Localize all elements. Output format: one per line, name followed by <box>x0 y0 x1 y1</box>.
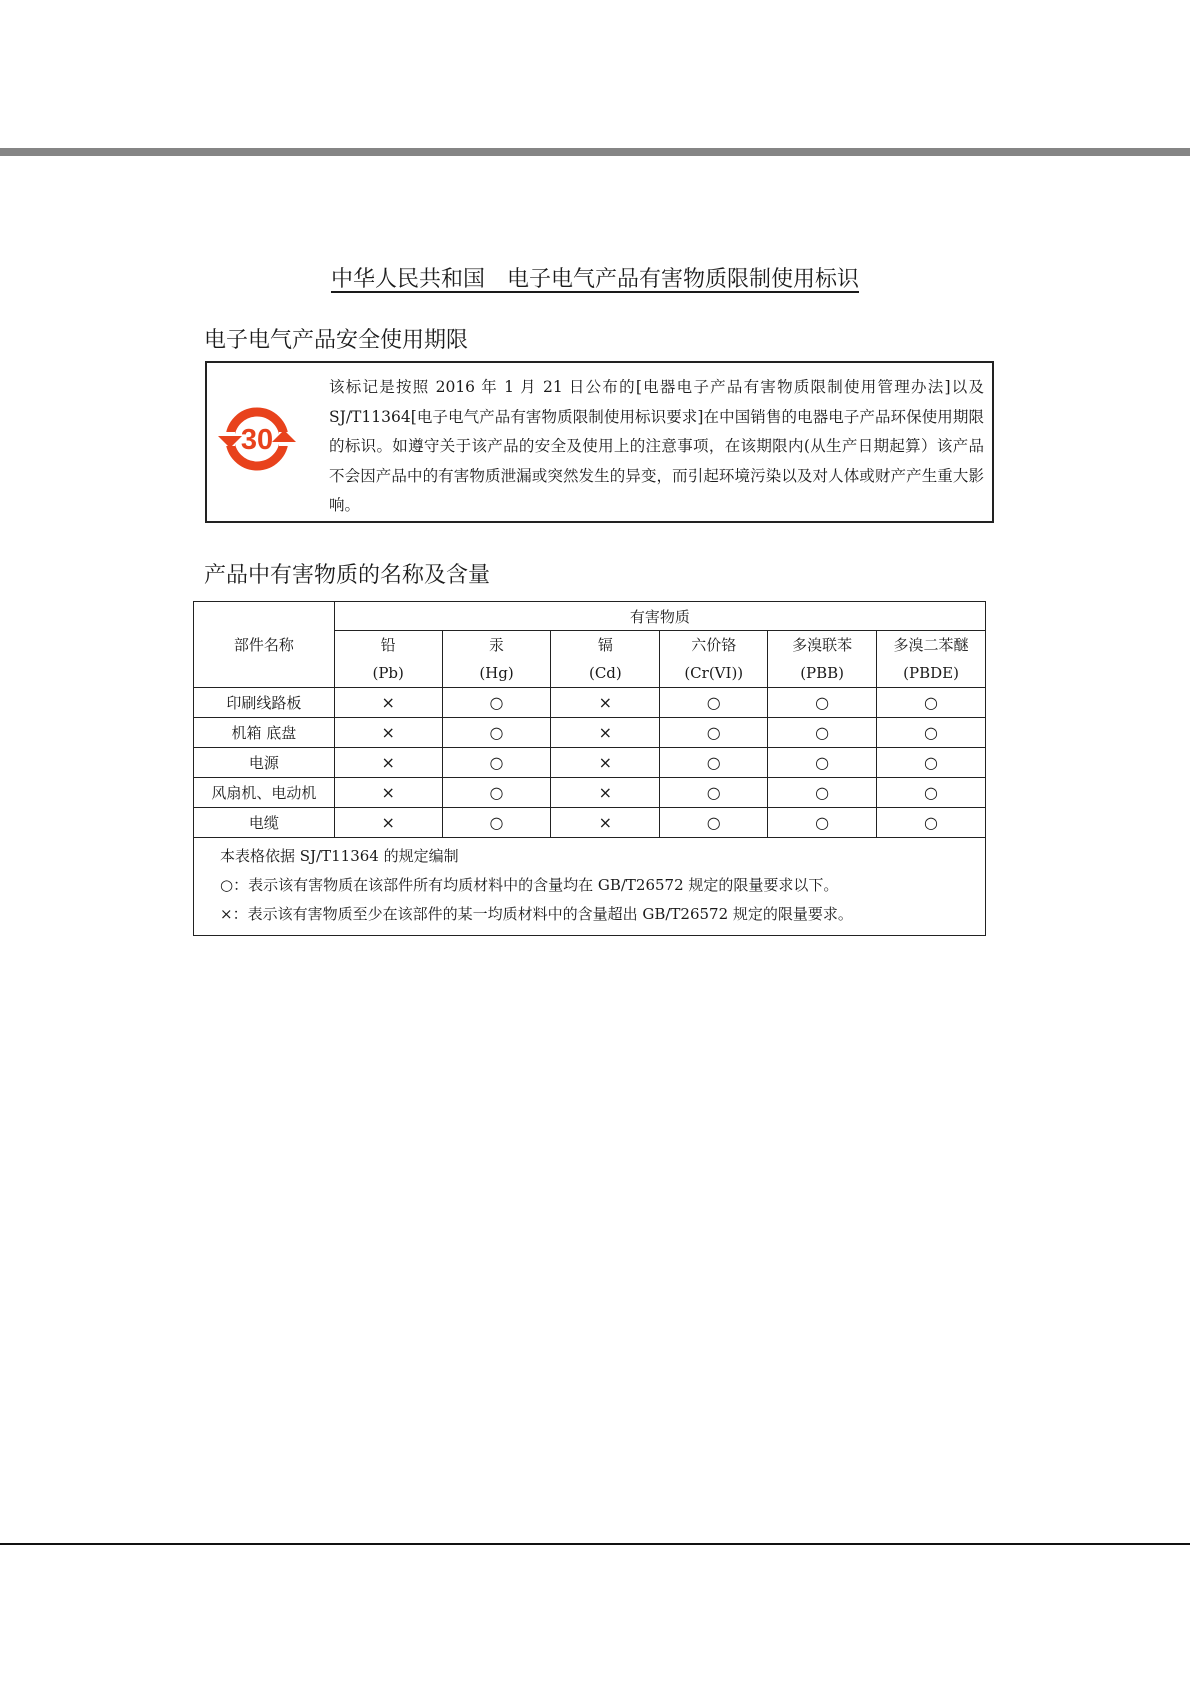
part-name-cell: 电源 <box>194 748 335 778</box>
substance-mark-cell: × <box>551 808 660 838</box>
top-rule <box>0 148 1190 156</box>
substance-symbol: (PBB) <box>800 664 845 682</box>
substance-mark-cell: ○ <box>877 718 986 748</box>
substance-mark-cell: ○ <box>442 808 551 838</box>
substance-symbol: (Cr(VI)) <box>684 664 744 682</box>
substance-mark-cell: × <box>551 718 660 748</box>
substance-name: 镉 <box>597 636 613 654</box>
table-note: ×：表示该有害物质至少在该部件的某一均质材料中的含量超出 GB/T26572 规定的限量要求。 <box>220 905 853 923</box>
substance-mark-cell: × <box>334 688 442 718</box>
substance-name: 汞 <box>489 636 505 654</box>
substance-mark-cell: × <box>334 778 442 808</box>
substance-mark-cell: ○ <box>442 778 551 808</box>
table-section-heading: 产品中有害物质的名称及含量 <box>204 563 491 588</box>
substance-mark-cell: ○ <box>660 748 768 778</box>
substance-table <box>193 601 986 936</box>
substance-mark-cell: ○ <box>877 688 986 718</box>
page-title: 中华人民共和国 电子电气产品有害物质限制使用标识 <box>330 267 859 292</box>
period-box <box>205 361 994 523</box>
part-name-cell: 风扇机、电动机 <box>194 778 335 808</box>
substance-mark-cell: ○ <box>877 778 986 808</box>
substance-name: 多溴二苯醚 <box>893 636 969 654</box>
part-name-header: 部件名称 <box>194 602 335 688</box>
efup-30-logo-icon <box>217 399 297 479</box>
substance-name: 铅 <box>380 636 396 654</box>
substance-mark-cell: ○ <box>768 688 877 718</box>
substance-mark-cell: ○ <box>877 808 986 838</box>
substance-header <box>334 631 442 688</box>
substance-mark-cell: ○ <box>877 748 986 778</box>
svg-text:30: 30 <box>240 424 274 456</box>
substance-symbol: (Hg) <box>479 664 514 682</box>
substance-header <box>660 631 768 688</box>
period-section-heading: 电子电气产品安全使用期限 <box>204 328 469 353</box>
substance-mark-cell: × <box>551 688 660 718</box>
substance-mark-cell: ○ <box>660 688 768 718</box>
substance-mark-cell: ○ <box>768 718 877 748</box>
table-row <box>194 718 986 748</box>
substance-header <box>768 631 877 688</box>
substance-symbol: (PBDE) <box>903 664 959 682</box>
substance-mark-cell: × <box>551 748 660 778</box>
substance-mark-cell: ○ <box>442 688 551 718</box>
table-notes <box>194 838 986 936</box>
substance-mark-cell: × <box>551 778 660 808</box>
substance-mark-cell: × <box>334 748 442 778</box>
substance-mark-cell: ○ <box>442 748 551 778</box>
part-name-cell: 印刷线路板 <box>194 688 335 718</box>
table-note: 本表格依据 SJ/T11364 的规定编制 <box>220 847 459 865</box>
substance-header <box>442 631 551 688</box>
substance-symbol: (Cd) <box>588 664 622 682</box>
substance-header <box>877 631 986 688</box>
substance-mark-cell: ○ <box>442 718 551 748</box>
substance-symbol: (Pb) <box>372 664 404 682</box>
substance-mark-cell: ○ <box>768 778 877 808</box>
substance-name: 多溴联苯 <box>792 636 853 654</box>
table-row <box>194 748 986 778</box>
table-note: ○：表示该有害物质在该部件所有均质材料中的含量均在 GB/T26572 规定的限量要求以下。 <box>220 876 839 894</box>
substance-mark-cell: × <box>334 808 442 838</box>
part-name-cell: 电缆 <box>194 808 335 838</box>
part-name-cell: 机箱 底盘 <box>194 718 335 748</box>
substance-mark-cell: ○ <box>768 808 877 838</box>
table-row <box>194 808 986 838</box>
table-row <box>194 688 986 718</box>
substance-mark-cell: ○ <box>660 808 768 838</box>
table-row <box>194 778 986 808</box>
bottom-rule <box>0 1543 1190 1545</box>
substance-mark-cell: ○ <box>660 778 768 808</box>
period-description: 该标记是按照 2016 年 1 月 21 日公布的[电器电子产品有害物质限制使用管理办法]以及 SJ/T11364[电子电气产品有害物质限制使用标识要求]在中国销售的电器电子产品环保使用期限的标识。如遵守关于该产品的安全及使用上的注意事项，在该期限内(从生产日期起算）该产品不会因产品中的有害物质泄漏或突然发生的异变，而引起环境污染以及对人体或财产产生重大影响。 <box>329 378 984 514</box>
substance-mark-cell: ○ <box>660 718 768 748</box>
substance-name: 六价铬 <box>691 636 737 654</box>
notes-row <box>194 838 986 936</box>
substance-mark-cell: × <box>334 718 442 748</box>
substance-group-header: 有害物质 <box>334 602 985 631</box>
substance-mark-cell: ○ <box>768 748 877 778</box>
substance-header <box>551 631 660 688</box>
